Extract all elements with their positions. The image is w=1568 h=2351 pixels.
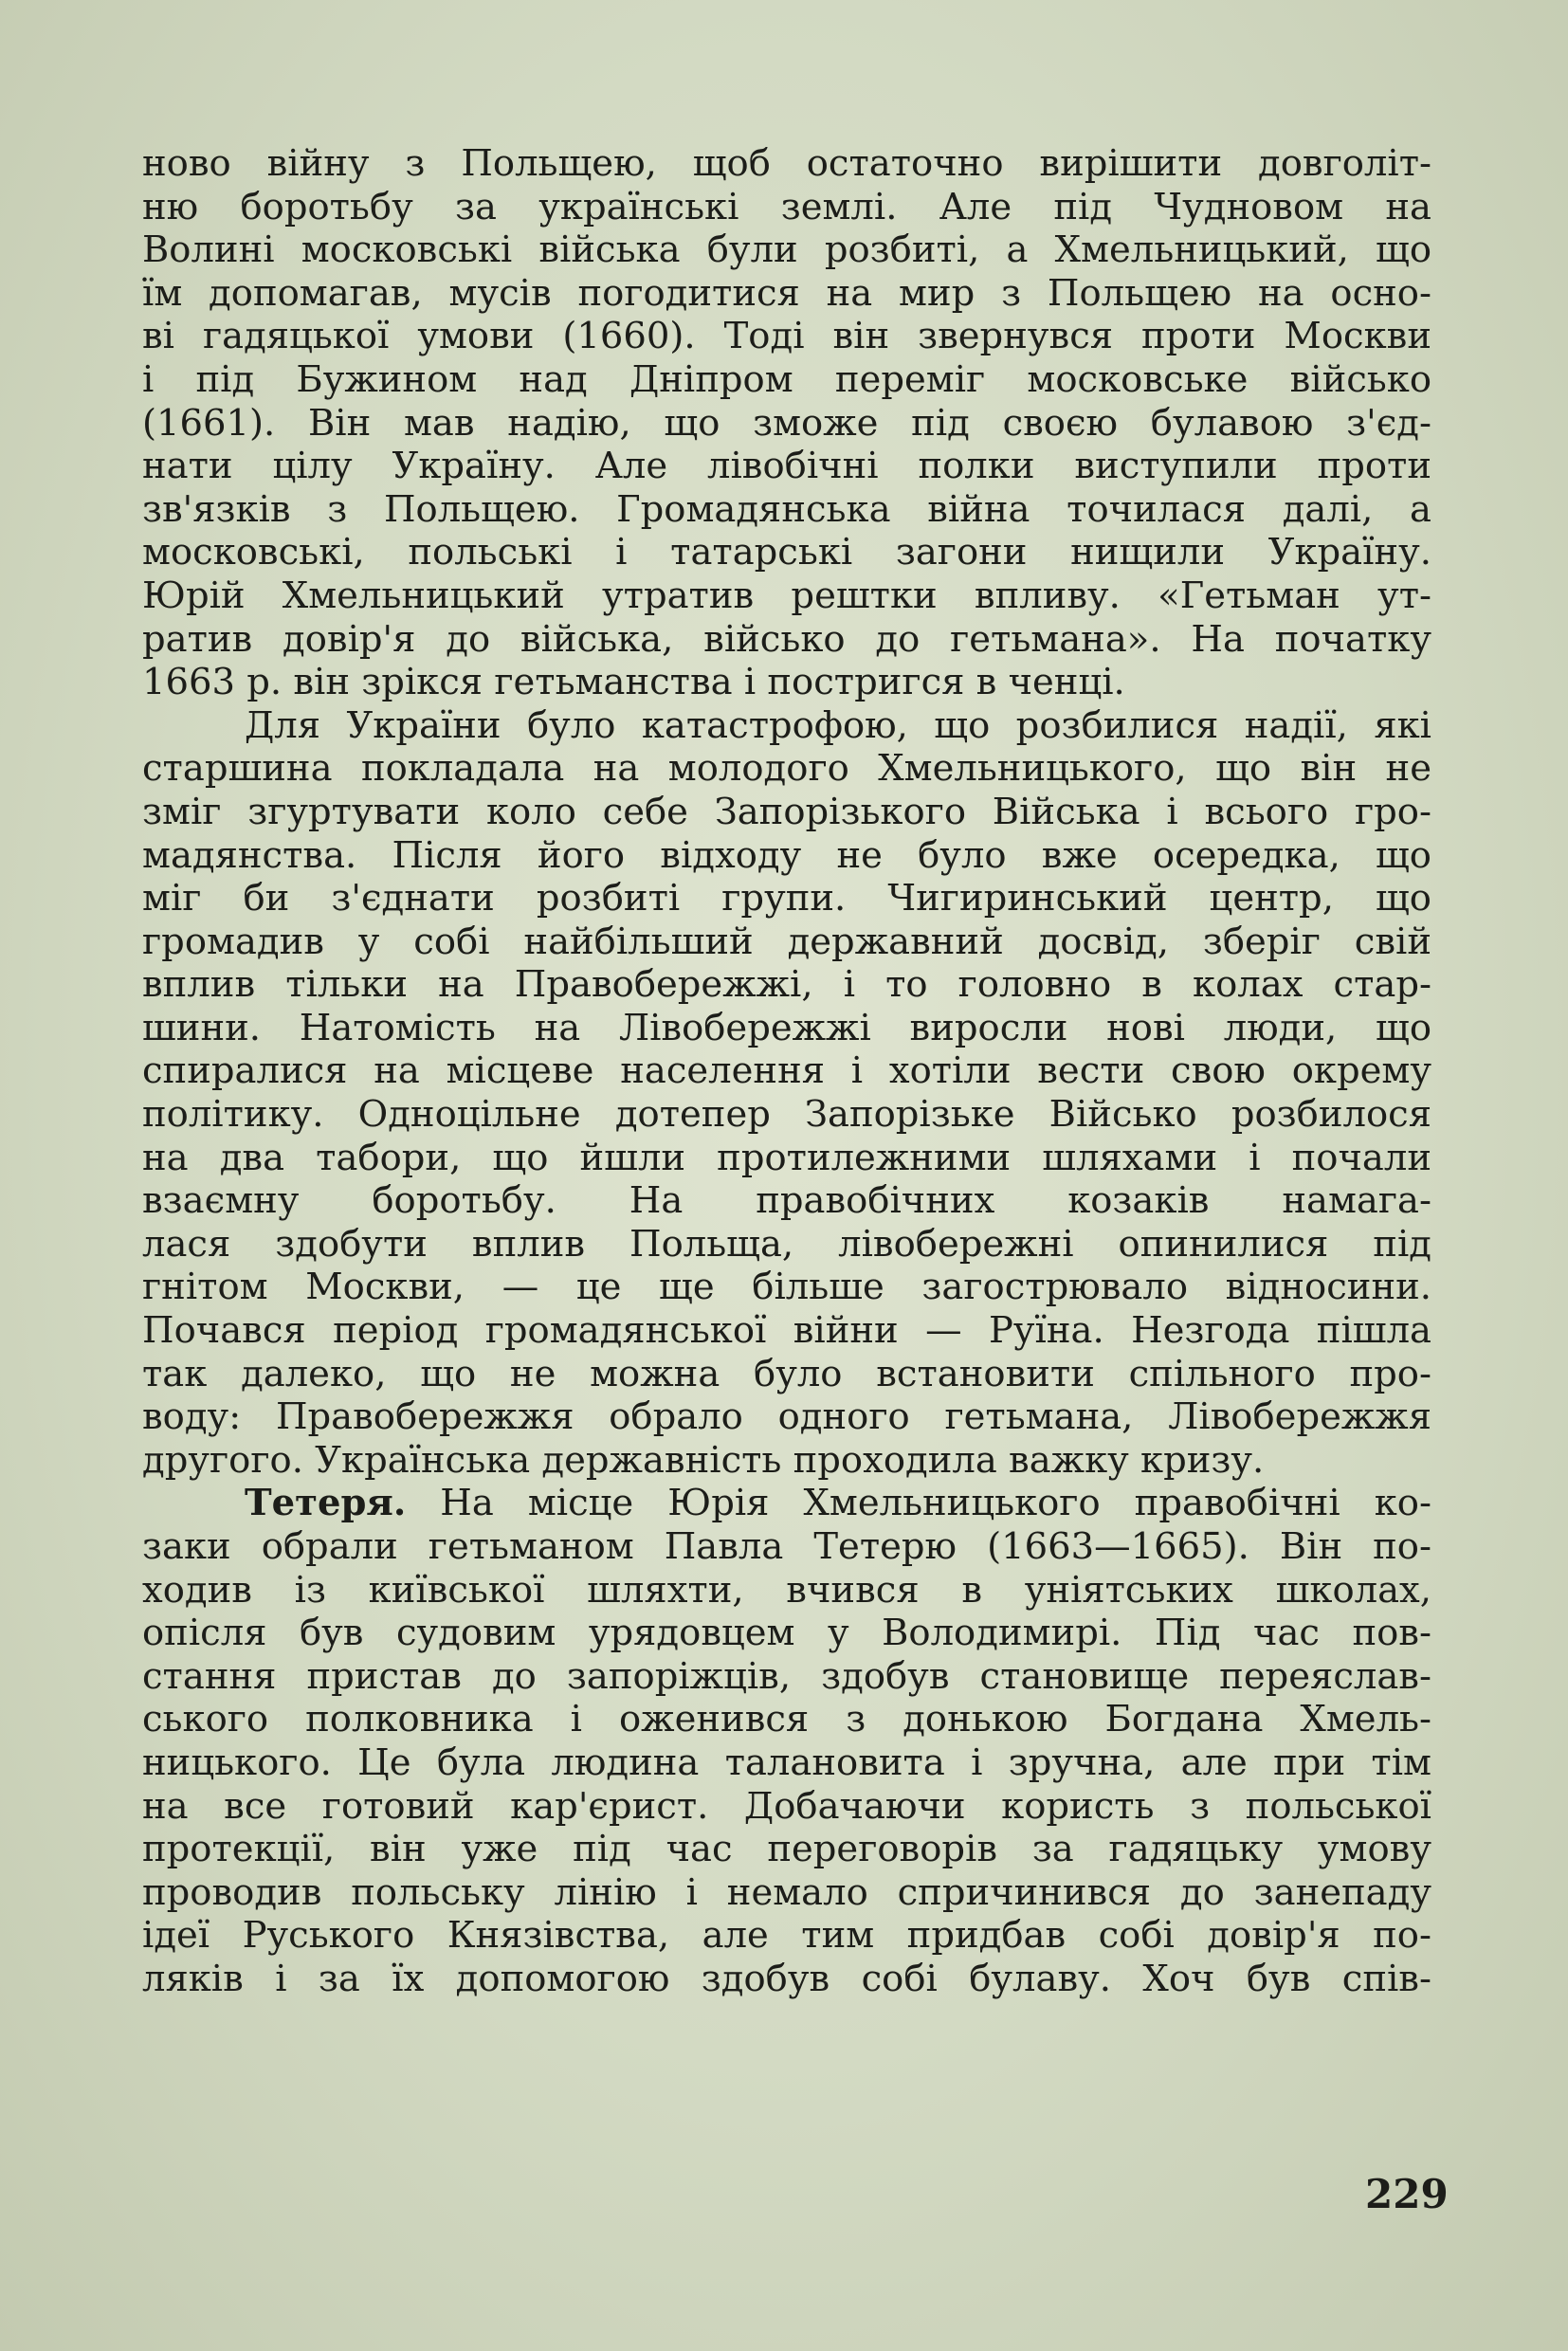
body-text — [142, 142, 1431, 2001]
text-line: громадив у собі найбільший державний досвід, зберіг свій — [142, 920, 1431, 963]
text-line: опісля був судовим урядовцем у Володимирі. Під час пов- — [142, 1612, 1431, 1655]
text-line: ського полковника і оженився з донькою Богдана Хмель- — [142, 1698, 1431, 1741]
text-line: зв'язків з Польщею. Громадянська війна точилася далі, а — [142, 487, 1431, 531]
text-line: 1663 р. він зрікся гетьманства і постригся в ченці. — [142, 661, 1125, 704]
text-line: мадянства. Після його відходу не було вже осередка, що — [142, 833, 1431, 877]
text-line: Для України було катастрофою, що розбилися надії, які — [245, 703, 1431, 747]
text-line: ляків і за їх допомогою здобув собі булаву. Хоч був спів- — [142, 1957, 1431, 2000]
text-line: ходив із київської шляхти, вчився в уніятських школах, — [142, 1568, 1431, 1612]
text-line: гнітом Москви, — це ще більше загострювало відносини. — [142, 1266, 1431, 1309]
text-line: нати цілу Україну. Але лівобічні полки виступили проти — [142, 445, 1431, 488]
text-run: На місце Юрія Хмельницького правобічні ко- — [406, 1482, 1431, 1525]
text-line: спиралися на місцеве населення і хотіли вести свою окрему — [142, 1049, 1431, 1093]
text-line: ново війну з Польщею, щоб остаточно вирішити довголіт- — [142, 142, 1431, 185]
text-line: (1661). Він мав надію, що зможе під своєю булавою з'єд- — [142, 401, 1431, 445]
text-line: шини. Натомість на Лівобережжі виросли нові люди, що — [142, 1006, 1431, 1049]
text-line: заки обрали гетьманом Павла Тетерю (1663—1665). Він по- — [142, 1525, 1431, 1568]
text-line: їм допомагав, мусів погодитися на мир з Польщею на осно- — [142, 271, 1431, 315]
text-line: ратив довір'я до війська, військо до гетьмана». На початку — [142, 617, 1431, 661]
text-line: взаємну боротьбу. На правобічних козаків намага- — [142, 1179, 1431, 1223]
text-line: воду: Правобережжя обрало одного гетьмана, Лівобережжя — [142, 1395, 1431, 1439]
text-line: вплив тільки на Правобережжі, і то головно в колах стар- — [142, 963, 1431, 1007]
text-line: старшина покладала на молодого Хмельницького, що він не — [142, 747, 1431, 791]
text-line: московські, польські і татарські загони нищили Україну. — [142, 531, 1431, 574]
text-line: лася здобути вплив Польща, лівобережні опинилися під — [142, 1222, 1431, 1266]
text-line: Волині московські війська були розбиті, а Хмельницький, що — [142, 228, 1431, 272]
text-line: політику. Одноцільне дотепер Запорізьке Військо розбилося — [142, 1093, 1431, 1137]
text-line: на все готовий кар'єрист. Добачаючи користь з польської — [142, 1784, 1431, 1828]
text-line: протекції, він уже під час переговорів за гадяцьку умову — [142, 1828, 1431, 1871]
text-line: Почався період громадянської війни — Руїна. Незгода пішла — [142, 1309, 1431, 1353]
text-line: ідеї Руського Князівства, але тим придбав собі довір'я по- — [142, 1914, 1431, 1958]
text-line: міг би з'єднати розбиті групи. Чигиринський центр, що — [142, 877, 1431, 920]
paragraph-3 — [142, 1482, 1431, 2000]
text-line: так далеко, що не можна було встановити спільного про- — [142, 1352, 1431, 1395]
text-line: ницького. Це була людина талановита і зручна, але при тім — [142, 1740, 1431, 1784]
text-line: другого. Українська державність проходила важку кризу. — [142, 1438, 1265, 1482]
text-line: зміг згуртувати коло себе Запорізького Війська і всього гро- — [142, 790, 1431, 833]
text-line: на два табори, що йшли протилежними шляхами і почали — [142, 1136, 1431, 1179]
text-line: і під Бужином над Дніпром переміг московське військо — [142, 357, 1431, 401]
text-line: ві гадяцької умови (1660). Тоді він звернувся проти Москви — [142, 315, 1431, 358]
paragraph-1 — [142, 142, 1431, 704]
text-line: ню боротьбу за українські землі. Але під Чудновом на — [142, 185, 1431, 228]
text-line: проводив польську лінію і немало спричинився до занепаду — [142, 1870, 1431, 1914]
page-number: 229 — [1365, 2171, 1449, 2217]
text-line: Юрій Хмельницький утратив рештки впливу. «Гетьман ут- — [142, 574, 1431, 617]
section-heading: Тетеря. — [245, 1482, 407, 1525]
text-line — [142, 1482, 1431, 1525]
text-line: стання пристав до запоріжців, здобув становище переяслав- — [142, 1654, 1431, 1698]
paragraph-2 — [142, 704, 1431, 1483]
